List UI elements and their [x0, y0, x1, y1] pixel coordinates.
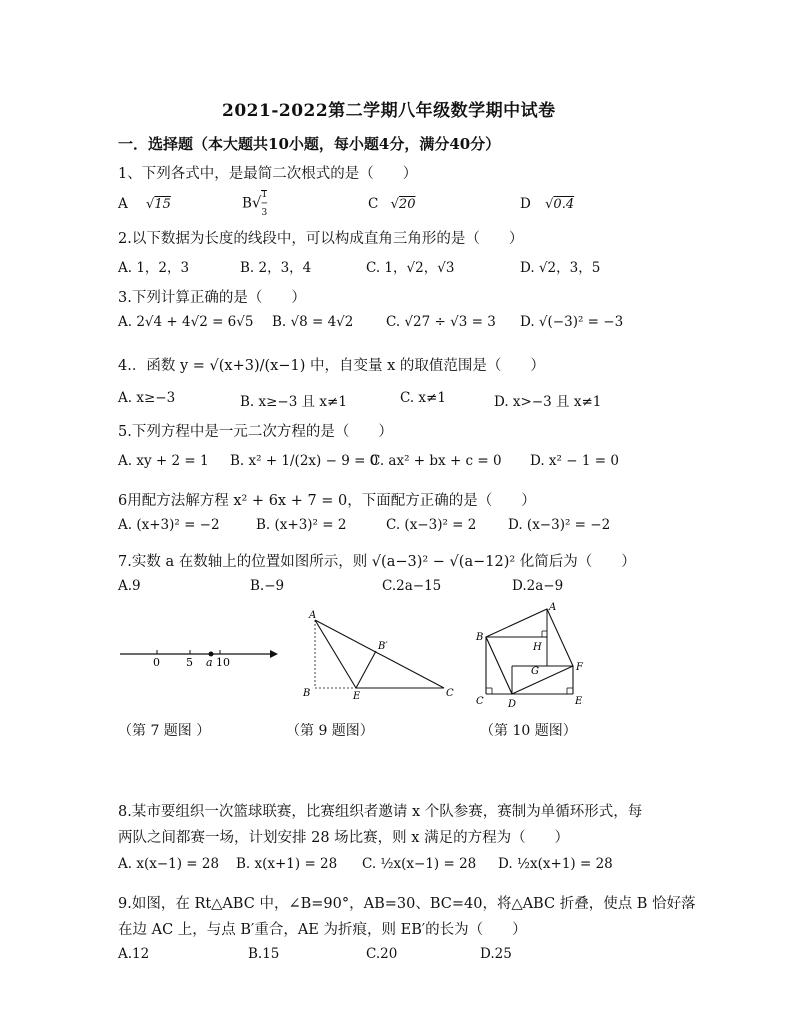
q6-option-d: D. (x−3)² = −2	[508, 517, 611, 533]
q7-option-a: A.9	[118, 578, 141, 594]
q9-option-a: A.12	[118, 946, 150, 962]
fig10-label-e: E	[575, 696, 583, 707]
q5-option-b: B. x² + 1/(2x) − 9 = 0	[230, 453, 379, 469]
fig10-label-a: A	[549, 602, 557, 613]
fig10-label-g: G	[531, 666, 539, 677]
q2-option-a: A. 1，2，3	[118, 260, 190, 276]
q3-option-c: C. √27 ÷ √3 = 3	[386, 314, 496, 330]
q2-option-c: C. 1，√2，√3	[366, 260, 455, 276]
q9-option-c: C.20	[366, 946, 398, 962]
fig10-label-h: H	[533, 642, 542, 653]
nl-label-10: 10	[216, 656, 230, 669]
q4-option-c: C. x≠1	[400, 390, 446, 406]
q5-option-a: A. xy + 2 = 1	[118, 453, 209, 469]
q7-option-c: C.2a−15	[382, 578, 442, 594]
q1-option-a: A √15	[118, 196, 171, 212]
q3-option-d: D. √(−3)² = −3	[520, 314, 624, 330]
fig9-label-b: B	[303, 688, 311, 699]
triangle-fold-figure	[302, 610, 454, 702]
q2-option-d: D. √2，3，5	[520, 260, 601, 276]
section-heading: 一．选择题（本大题共10小题，每小题4分，满分40分）	[118, 135, 501, 153]
fig10-label-c: C	[476, 696, 484, 707]
q4-option-a: A. x≥−3	[118, 390, 176, 406]
question-4-stem: 4.．函数 y = √(x+3)/(x−1) 中，自变量 x 的取值范围是（ ）	[118, 358, 545, 374]
fig9-label-bprime: B′	[378, 641, 388, 652]
nl-label-a: a	[206, 656, 213, 669]
q1-option-b: B√1 ─ 3	[242, 190, 268, 218]
nl-label-5: 5	[186, 656, 193, 669]
q8-option-a: A. x(x−1) = 28	[118, 856, 220, 872]
question-3-stem: 3.下列计算正确的是（ ）	[118, 290, 306, 306]
fig9-label-c: C	[446, 688, 454, 699]
nl-label-0: 0	[153, 656, 160, 669]
figures-area	[110, 600, 610, 710]
question-9-stem-line2: 在边 AC 上，与点 B′重合，AE 为折痕，则 EB′的长为（ ）	[118, 922, 527, 938]
q6-option-a: A. (x+3)² = −2	[118, 517, 220, 533]
caption-fig7: （第 7 题图 ）	[118, 723, 211, 739]
question-1-options	[118, 190, 678, 220]
q7-option-b: B.−9	[250, 578, 285, 594]
q8-option-b: B. x(x+1) = 28	[236, 856, 338, 872]
fig10-label-d: D	[508, 699, 517, 710]
q4-option-b: B. x≥−3 且 x≠1	[240, 394, 347, 410]
q3-option-a: A. 2√4 + 4√2 = 6√5	[118, 314, 254, 330]
question-1-stem: 1、下列各式中，是最简二次根式的是（ ）	[118, 166, 418, 182]
q5-option-d: D. x² − 1 = 0	[530, 453, 619, 469]
q5-option-c: C. ax² + bx + c = 0	[370, 453, 502, 469]
q8-option-c: C. ½x(x−1) = 28	[362, 856, 477, 872]
q7-option-d: D.2a−9	[512, 578, 564, 594]
paper-title: 2021-2022第二学期八年级数学期中试卷	[222, 101, 556, 121]
fig9-label-a: A	[309, 610, 317, 621]
caption-fig10: （第 10 题图）	[480, 723, 577, 739]
question-6-stem: 6用配方法解方程 x² + 6x + 7 = 0，下面配方正确的是（ ）	[118, 493, 536, 509]
q1-option-c: C √20	[368, 196, 416, 212]
question-7-stem: 7.实数 a 在数轴上的位置如图所示，则 √(a−3)² − √(a−12)² 化简后为（ ）	[118, 554, 636, 570]
q2-option-b: B. 2，3，4	[240, 260, 312, 276]
caption-fig9: （第 9 题图）	[286, 723, 374, 739]
q4-option-d: D. x>−3 且 x≠1	[494, 394, 602, 410]
question-2-stem: 2.以下数据为长度的线段中，可以构成直角三角形的是（ ）	[118, 231, 524, 247]
fig10-label-f: F	[576, 662, 583, 673]
squares-figure	[475, 602, 584, 710]
q9-option-b: B.15	[248, 946, 280, 962]
q1-option-d: D √0.4	[520, 196, 575, 212]
fig9-label-e: E	[353, 691, 361, 702]
q6-option-b: B. (x+3)² = 2	[256, 517, 347, 533]
number-line-figure	[120, 650, 278, 669]
question-9-stem-line1: 9.如图，在 Rt△ABC 中，∠B=90°，AB=30、BC=40，将△ABC 折叠，使点 B 恰好落	[118, 896, 696, 912]
question-8-stem-line2: 两队之间都赛一场，计划安排 28 场比赛，则 x 满足的方程为（ ）	[118, 830, 570, 846]
q8-option-d: D. ½x(x+1) = 28	[498, 856, 613, 872]
question-5-stem: 5.下列方程中是一元二次方程的是（ ）	[118, 424, 393, 440]
fig10-label-b: B	[476, 632, 484, 643]
question-8-stem-line1: 8.某市要组织一次篮球联赛，比赛组织者邀请 x 个队参赛，赛制为单循环形式，每	[118, 804, 643, 820]
q3-option-b: B. √8 = 4√2	[272, 314, 354, 330]
q6-option-c: C. (x−3)² = 2	[386, 517, 477, 533]
q9-option-d: D.25	[480, 946, 512, 962]
